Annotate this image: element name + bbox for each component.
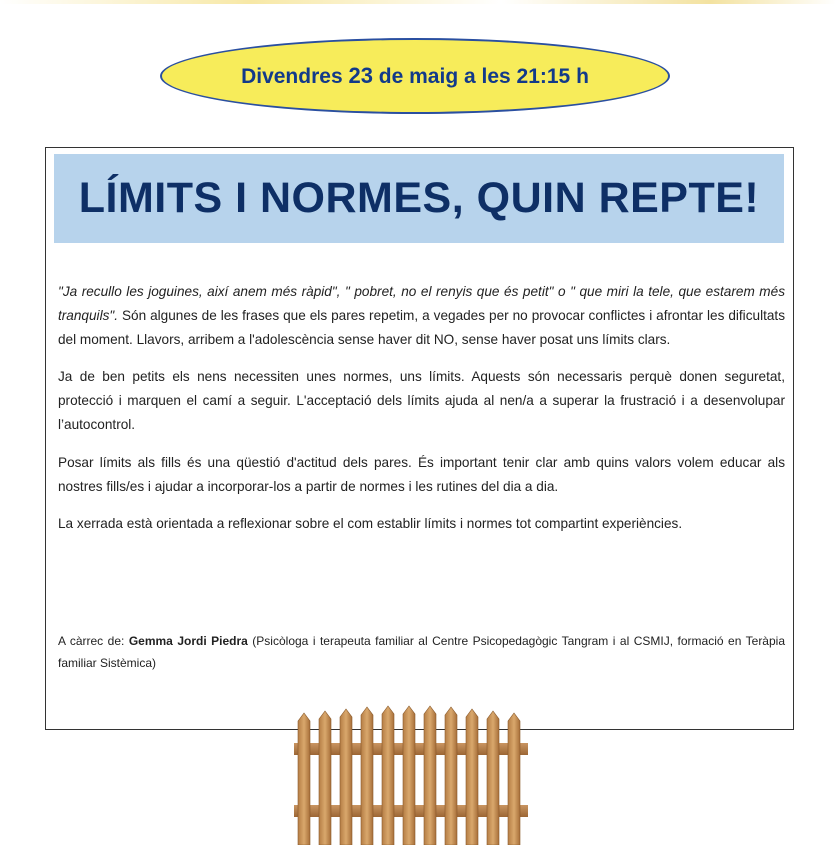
paragraph-2: Ja de ben petits els nens necessiten unes normes, uns límits. Aquests són necessaris perquè donen seguretat, protecció i marquen el camí a seguir. L'acceptació dels límits ajuda al nen/a a superar la frustració i a desenvolupar l’autocontrol. — [58, 369, 785, 432]
speaker-detail: (Psicòloga i terapeuta familiar al Centre Psicopedagògic Tangram i al CSMIJ, formació en Teràpia familiar Sistèmica) — [58, 634, 785, 670]
paragraph-1-rest: Són algunes de les frases que els pares repetim, a vegades per no provocar conflictes i afrontar les dificultats del moment. Llavors, arribem a l'adolescència sense haver dit NO, sense haver posat uns límits clars. — [58, 307, 785, 347]
paragraph-1-quote: "Ja recullo les joguines, així anem més ràpid", " pobret, no el renyis que és petit" o " que miri la tele, que estarem més tranquils". — [58, 284, 785, 323]
event-date-text — [241, 63, 589, 89]
event-date-day: 23 — [348, 63, 373, 88]
speaker-credit — [58, 630, 785, 674]
article-body — [58, 280, 785, 550]
article-box — [45, 147, 794, 730]
paragraph-3: Posar límits als fills és una qüestió d'actitud dels pares. És important tenir clar amb quins valors volem educar als nostres fills/es i ajudar a incorporar-los a partir de normes i les rutines del dia a dia. — [58, 454, 785, 494]
title-band — [54, 154, 784, 243]
fence-pickets — [298, 706, 520, 845]
wooden-fence-image — [294, 705, 528, 845]
event-date-prefix: Divendres — [241, 65, 343, 88]
event-date-banner — [160, 38, 670, 114]
speaker-name: Gemma Jordi Piedra — [128, 634, 248, 648]
paragraph-4: La xerrada està orientada a reflexionar sobre el com establir límits i normes tot compartint experiències. — [58, 516, 683, 532]
credit-label: A càrrec de: — [58, 634, 129, 648]
event-date-suffix: de maig a les 21:15 h — [378, 65, 589, 88]
paragraph-1 — [58, 280, 785, 351]
article-title: LÍMITS I NORMES, QUIN REPTE! — [78, 174, 760, 222]
top-decoration-strip — [0, 0, 836, 4]
